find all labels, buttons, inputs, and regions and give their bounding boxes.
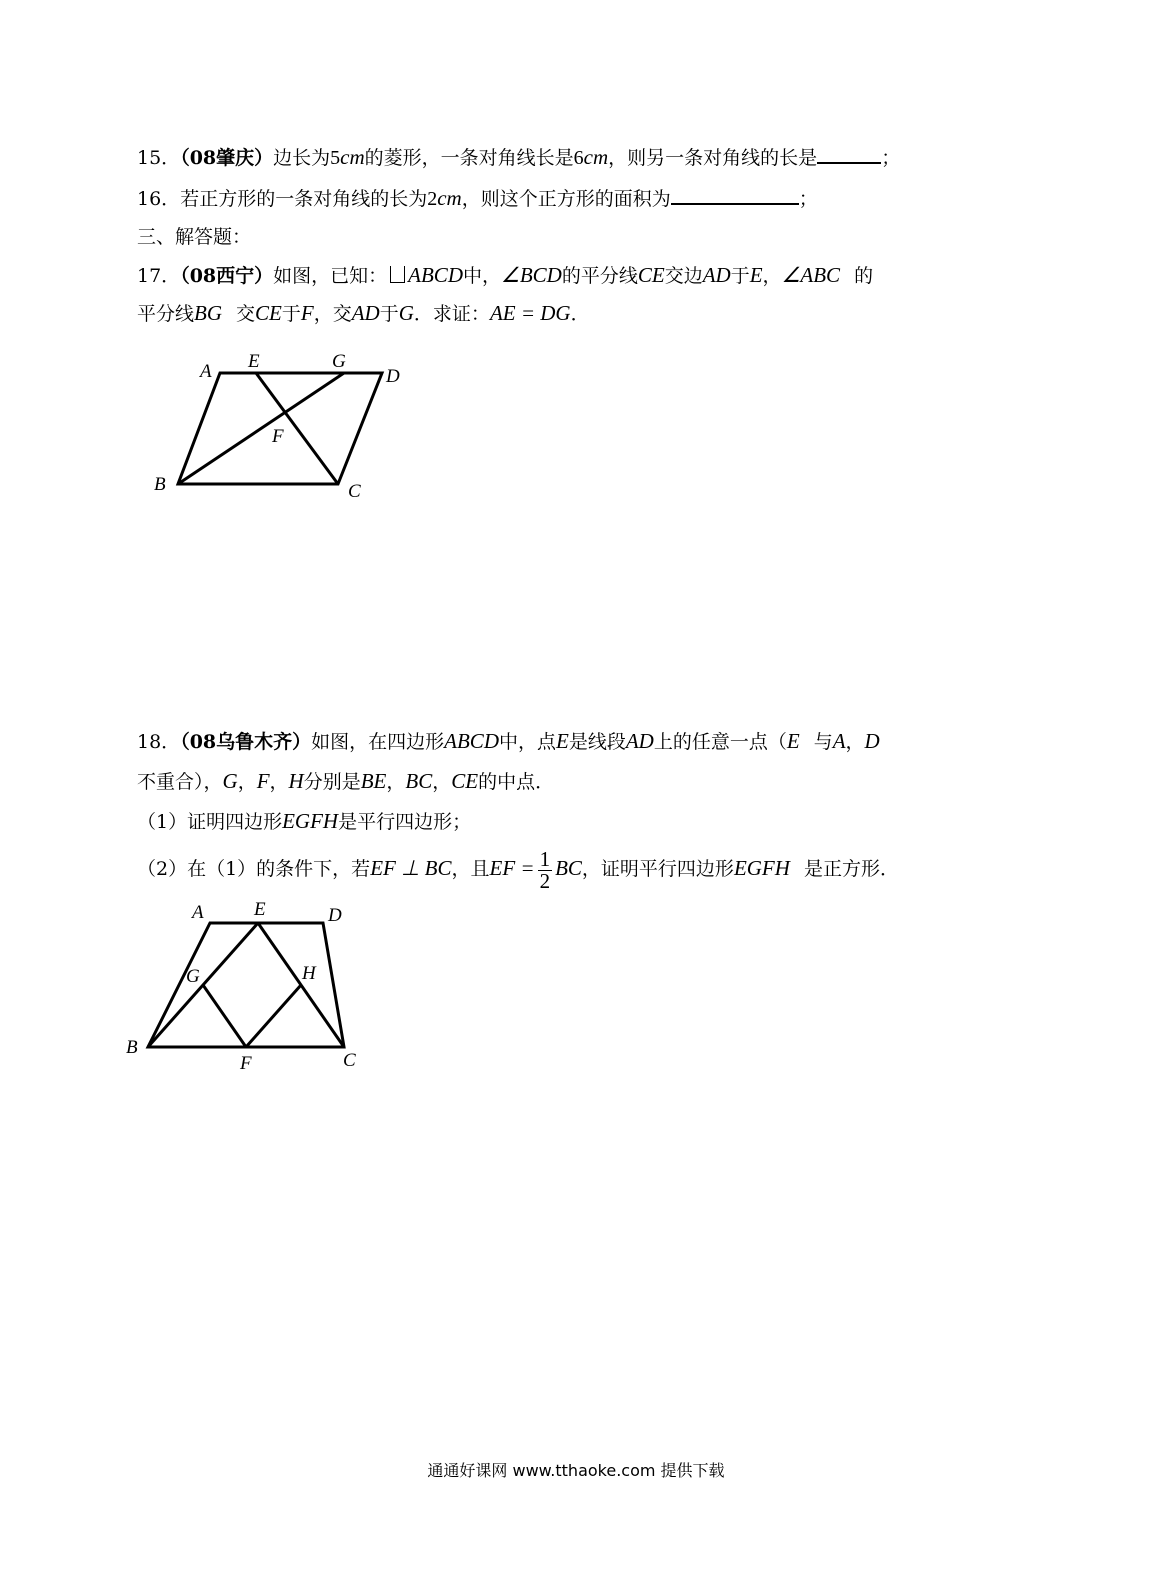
q18-l2-sep-1: ， bbox=[237, 771, 257, 793]
q15-unit-2: cm bbox=[583, 145, 609, 169]
q17-text-5: 于 bbox=[730, 265, 750, 287]
q17-math-1: ABCD bbox=[408, 263, 463, 287]
q17-label-B: B bbox=[154, 474, 166, 495]
q15-answer-blank[interactable] bbox=[817, 144, 881, 164]
one-half-fraction bbox=[538, 846, 553, 893]
q16-number: 16． bbox=[137, 188, 181, 210]
q18-text-3: 是线段 bbox=[568, 731, 626, 753]
q18-part2-text-3: ，证明平行四边形 bbox=[581, 858, 734, 880]
q15-number: 15． bbox=[137, 147, 181, 169]
q17-l2-math-2: CE bbox=[255, 301, 282, 325]
q17-text: 如图，已知： bbox=[273, 265, 388, 287]
q15-source: （08肇庆） bbox=[180, 147, 274, 169]
q17-l2-text-6: ．求证： bbox=[413, 303, 490, 325]
q18-label-C: C bbox=[343, 1050, 356, 1071]
q18-text-2: 中，点 bbox=[498, 731, 556, 753]
q17-l2-math-1: BG bbox=[194, 301, 223, 325]
q16-unit: cm bbox=[437, 186, 462, 210]
q15-text-2: 的菱形，一条对角线长是 bbox=[364, 147, 574, 169]
q18-l2-math-1: G bbox=[222, 769, 238, 793]
q18-label-D: D bbox=[328, 905, 342, 926]
q18-math-4: E bbox=[786, 729, 800, 753]
q18-math-2: E bbox=[556, 729, 569, 753]
q18-source: （08乌鲁木齐） bbox=[180, 731, 312, 753]
q15-unit-1: cm bbox=[340, 145, 365, 169]
q17-text-2: 中， bbox=[462, 265, 501, 287]
parallelogram-symbol-icon bbox=[390, 266, 405, 283]
q18-part1-text: （1）证明四边形 bbox=[137, 811, 283, 833]
question-16 bbox=[137, 185, 818, 212]
section-heading: 三、解答题： bbox=[137, 226, 252, 248]
question-18-part-2 bbox=[137, 846, 899, 892]
q17-segment-CE bbox=[256, 373, 338, 484]
q18-l2-text: 不重合）， bbox=[137, 771, 223, 793]
q17-l2-text-3: 于 bbox=[281, 303, 301, 325]
q18-segment-HF bbox=[246, 985, 301, 1047]
q17-l2-text-7: ． bbox=[570, 303, 590, 325]
q16-text-2: ，则这个正方形的面积为 bbox=[461, 188, 671, 210]
q18-part2-text-4: 是正方形． bbox=[803, 858, 899, 880]
q17-text-7: 的 bbox=[854, 265, 874, 287]
fraction-denominator: 2 bbox=[539, 868, 551, 893]
q18-l2-text-3: 的中点． bbox=[478, 771, 555, 793]
q17-math-4: AD bbox=[702, 263, 731, 287]
q18-figure bbox=[120, 895, 380, 1080]
q17-l2-math-6: AE = DG bbox=[489, 301, 571, 325]
q17-label-C: C bbox=[348, 481, 361, 502]
q18-text-4: 上的任意一点（ bbox=[653, 731, 787, 753]
q16-end: ； bbox=[798, 188, 818, 210]
q18-label-E: E bbox=[254, 899, 266, 920]
q18-l2-sep-2: ， bbox=[269, 771, 289, 793]
q16-value: 2 bbox=[427, 188, 438, 210]
q18-part1-math: EGFH bbox=[282, 809, 339, 833]
q18-part2-math-4: EGFH bbox=[733, 856, 790, 880]
question-18-line-1 bbox=[137, 728, 880, 755]
q15-end: ； bbox=[881, 147, 901, 169]
q17-figure bbox=[140, 340, 420, 510]
q18-part2-math-2: EF = bbox=[489, 856, 535, 880]
q18-label-A: A bbox=[192, 902, 204, 923]
q17-number: 17． bbox=[137, 265, 181, 287]
q18-text-6: ， bbox=[845, 731, 865, 753]
q17-label-G: G bbox=[332, 351, 346, 372]
q17-math-3: CE bbox=[637, 263, 665, 287]
question-17-line-2 bbox=[137, 300, 590, 327]
q17-math-6: ∠ABC bbox=[781, 263, 841, 287]
q18-l2-math-5: BC bbox=[405, 769, 433, 793]
q18-number: 18． bbox=[137, 731, 181, 753]
question-18-line-2 bbox=[137, 768, 554, 795]
q17-label-D: D bbox=[386, 366, 400, 387]
q17-l2-math-4: AD bbox=[351, 301, 380, 325]
q17-source: （08西宁） bbox=[180, 265, 274, 287]
q17-segment-BG bbox=[178, 373, 344, 484]
question-18-part-1 bbox=[137, 808, 471, 835]
q17-l2-math-3: F bbox=[300, 301, 314, 325]
q18-l2-math-4: BE bbox=[360, 769, 387, 793]
q18-part2-math-1: EF ⊥ BC bbox=[370, 856, 452, 880]
q18-math-6: D bbox=[864, 729, 880, 753]
q17-l2-math-5: G bbox=[398, 301, 414, 325]
q17-math-2: ∠BCD bbox=[501, 263, 562, 287]
q18-part2-text-2: ，且 bbox=[451, 858, 490, 880]
q18-label-H: H bbox=[302, 963, 316, 984]
q18-l2-sep-4: ， bbox=[432, 771, 452, 793]
q17-l2-text: 平分线 bbox=[137, 303, 195, 325]
q18-math-5: A bbox=[832, 729, 846, 753]
q15-text-3: ，则另一条对角线的长是 bbox=[608, 147, 818, 169]
q15-value-2: 6 bbox=[573, 147, 584, 169]
question-15 bbox=[137, 144, 900, 171]
q18-l2-sep-3: ， bbox=[386, 771, 406, 793]
q17-math-5: E bbox=[749, 263, 763, 287]
q18-part2-math-3: BC bbox=[555, 856, 582, 880]
question-17-line-1 bbox=[137, 262, 873, 289]
q18-label-F: F bbox=[240, 1053, 252, 1074]
q17-text-4: 交边 bbox=[664, 265, 703, 287]
q18-math-1: ABCD bbox=[444, 729, 499, 753]
q18-segment-GF bbox=[203, 985, 246, 1047]
q18-l2-math-3: H bbox=[288, 769, 304, 793]
q17-text-6: ， bbox=[762, 265, 782, 287]
q17-l2-text-2: 交 bbox=[236, 303, 256, 325]
q18-text-5: 与 bbox=[813, 731, 833, 753]
fraction-numerator: 1 bbox=[539, 846, 551, 871]
q18-l2-math-2: F bbox=[256, 769, 270, 793]
q17-text-3: 的平分线 bbox=[561, 265, 638, 287]
q17-label-A: A bbox=[200, 361, 212, 382]
q18-quadrilateral bbox=[148, 923, 344, 1047]
q18-l2-text-2: 分别是 bbox=[303, 771, 361, 793]
q18-math-3: AD bbox=[625, 729, 654, 753]
q18-part1-text-2: 是平行四边形； bbox=[338, 811, 472, 833]
q18-text: 如图，在四边形 bbox=[311, 731, 445, 753]
q18-label-G: G bbox=[186, 966, 200, 987]
q17-label-F: F bbox=[272, 426, 284, 447]
q15-value-1: 5 bbox=[330, 147, 341, 169]
q18-label-B: B bbox=[126, 1037, 138, 1058]
q17-label-E: E bbox=[248, 351, 260, 372]
q17-l2-text-4: ，交 bbox=[313, 303, 352, 325]
q15-text: 边长为 bbox=[273, 147, 331, 169]
q16-text: 若正方形的一条对角线的长为 bbox=[180, 188, 428, 210]
q18-l2-math-6: CE bbox=[451, 769, 479, 793]
q17-l2-text-5: 于 bbox=[379, 303, 399, 325]
q18-part2-text: （2）在（1）的条件下，若 bbox=[137, 858, 371, 880]
page-footer: 通通好课网 www.tthaoke.com 提供下载 bbox=[427, 1461, 725, 1480]
q16-answer-blank[interactable] bbox=[671, 185, 799, 205]
